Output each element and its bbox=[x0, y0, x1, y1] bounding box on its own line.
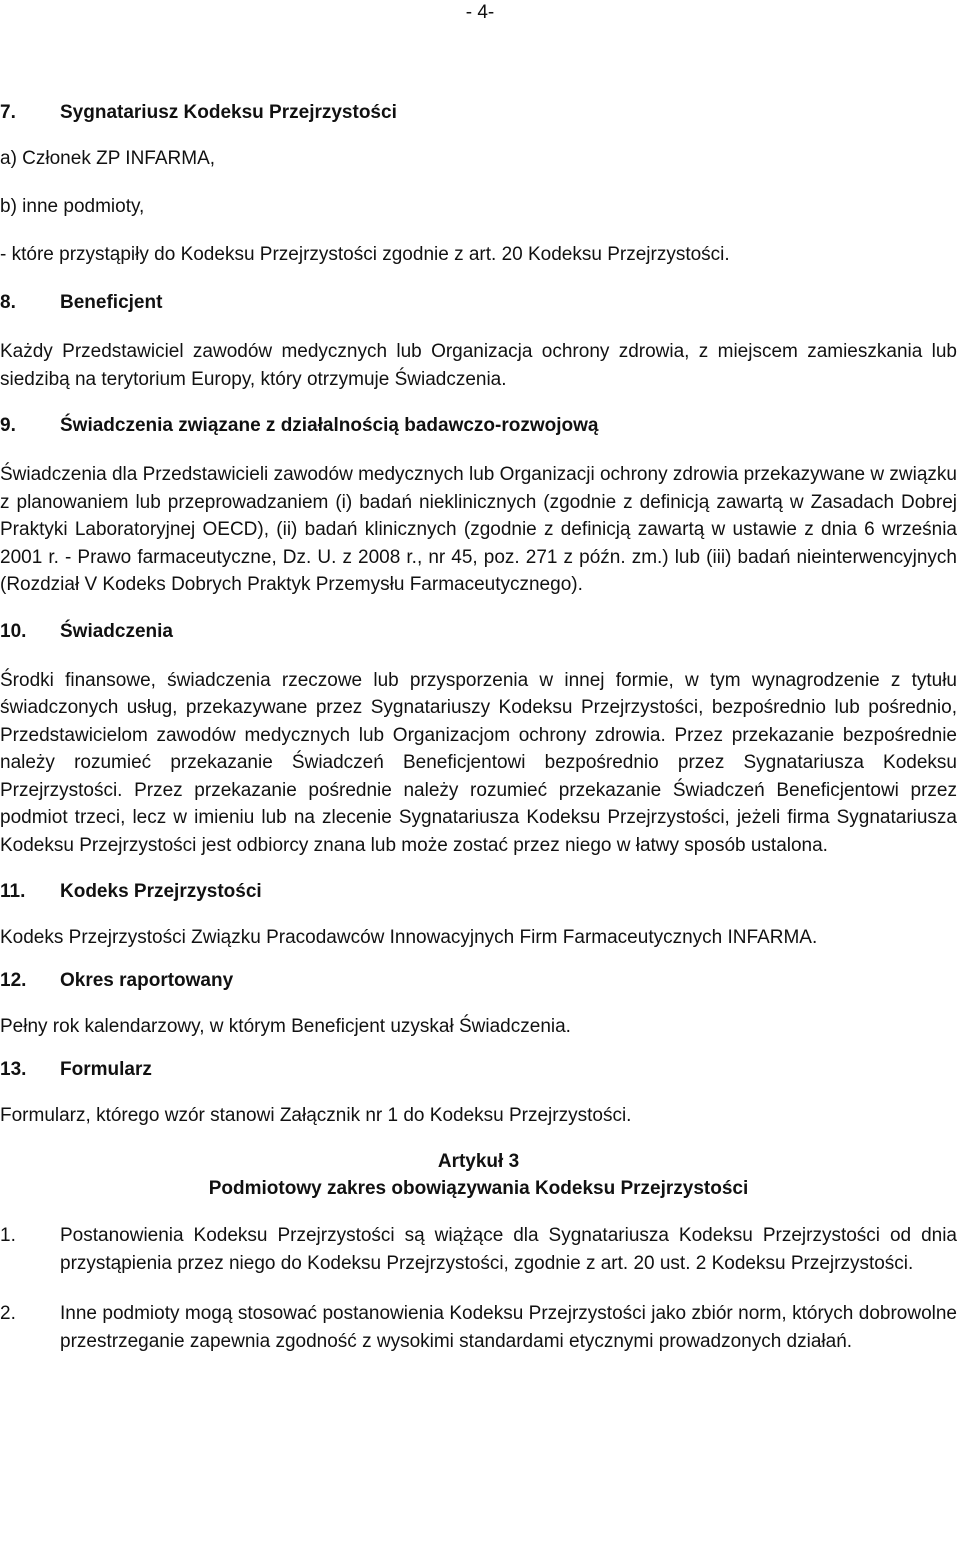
point-number: 2. bbox=[0, 1303, 16, 1324]
section-10-text: Środki finansowe, świadczenia rzeczowe lub przysporzenia w innej formie, w tym wynagrodzenie z tytułu świadczonych usług, przekazywane przez Sygnatariuszy Kodeksu Przejrzystości, bezpośrednio lub pośrednio, Przedstawicielom zawodów medycznych lub Organizacjom ochrony zdrowia. Przez przekazanie bezpośrednie należy rozumieć przekazanie Świadczeń Beneficjentowi bezpośrednio przez Sygnatariusza Kodeksu Przejrzystości. Przez przekazanie pośrednie należy rozumieć przekazanie Świadczeń Beneficjentowi przez podmiot trzeci, lecz w imieniu lub na zlecenie Sygnatariusza Kodeksu Przejrzystości, jeżeli firma Sygnatariusza Kodeksu Przejrzystości jest odbiorcy znana lub może zostać przez niego w łatwy sposób ustalona. bbox=[0, 669, 957, 856]
section-title: Świadczenia bbox=[60, 620, 173, 642]
section-number: 10. bbox=[0, 620, 27, 642]
section-title: Sygnatariusz Kodeksu Przejrzystości bbox=[60, 102, 397, 123]
section-heading-8 bbox=[0, 292, 957, 314]
article-heading-block bbox=[0, 1148, 957, 1202]
section-number: 12. bbox=[0, 970, 27, 991]
section-heading-10 bbox=[0, 621, 957, 643]
point-text: Inne podmioty mogą stosować postanowienia Kodeksu Przejrzystości jako zbiór norm, których dobrowolne przestrzeganie zapewnia zgodność z wysokimi standardami etycznymi prowadzonych działań. bbox=[60, 1303, 957, 1352]
list-item: - które przystąpiły do Kodeksu Przejrzystości zgodnie z art. 20 Kodeksu Przejrzystości. bbox=[0, 244, 730, 265]
article-point-1 bbox=[0, 1222, 957, 1277]
section-number: 7. bbox=[0, 102, 16, 123]
section-11-text: Kodeks Przejrzystości Związku Pracodawców Innowacyjnych Firm Farmaceutycznych INFARMA. bbox=[0, 927, 818, 948]
article-heading: Artykuł 3 bbox=[437, 1151, 520, 1172]
section-number: 9. bbox=[0, 415, 16, 436]
section-heading-12 bbox=[0, 970, 957, 992]
section-title: Beneficjent bbox=[60, 292, 163, 313]
section-number: 13. bbox=[0, 1059, 27, 1080]
page-number: - 4- bbox=[465, 2, 495, 23]
section-heading-7 bbox=[0, 102, 957, 124]
point-number: 1. bbox=[0, 1225, 16, 1246]
document-body bbox=[0, 102, 957, 1378]
section-title: Okres raportowany bbox=[60, 970, 234, 991]
section-heading-11 bbox=[0, 881, 957, 903]
section-number: 8. bbox=[0, 292, 16, 313]
section-12-text: Pełny rok kalendarzowy, w którym Beneficjent uzyskał Świadczenia. bbox=[0, 1016, 571, 1037]
article-subheading: Podmiotowy zakres obowiązywania Kodeksu Przejrzystości bbox=[208, 1178, 749, 1199]
section-number: 11. bbox=[0, 881, 26, 902]
section-13-text: Formularz, którego wzór stanowi Załącznik nr 1 do Kodeksu Przejrzystości. bbox=[0, 1105, 632, 1126]
section-title: Świadczenia związane z działalnością badawczo-rozwojową bbox=[60, 415, 599, 436]
point-text: Postanowienia Kodeksu Przejrzystości są wiążące dla Sygnatariusza Kodeksu Przejrzystości od dnia przystąpienia przez niego do Kodeksu Przejrzystości, zgodnie z art. 20 ust. 2 Kodeksu Przejrzystości. bbox=[60, 1225, 957, 1274]
section-7-list bbox=[0, 148, 957, 266]
section-title: Kodeks Przejrzystości bbox=[60, 881, 262, 902]
section-9-text: Świadczenia dla Przedstawicieli zawodów medycznych lub Organizacji ochrony zdrowia przekazywane w związku z planowaniem lub przeprowadzaniem (i) badań nieklinicznych (zgodnie z definicją zawartą w Zasadach Dobrej Praktyki Laboratoryjnej OECD), (ii) badań klinicznych (zgodnie z definicją zawartą w ustawie z dnia 6 września 2001 r. - Prawo farmaceutyczne, Dz. U. z 2008 r., nr 45, poz. 271 z późn. zm.) lub (iii) badań nieinterwencyjnych (Rozdział V Kodeks Dobrych Praktyk Przemysłu Farmaceutycznego). bbox=[0, 464, 957, 595]
section-heading-13 bbox=[0, 1059, 957, 1081]
article-point-2 bbox=[0, 1300, 957, 1355]
section-title: Formularz bbox=[60, 1059, 152, 1080]
list-item: b) inne podmioty, bbox=[0, 196, 145, 217]
section-8-text: Każdy Przedstawiciel zawodów medycznych lub Organizacja ochrony zdrowia, z miejscem zamieszkania lub siedzibą na terytorium Europy, który otrzymuje Świadczenia. bbox=[0, 341, 957, 390]
section-heading-9 bbox=[0, 415, 957, 437]
list-item: a) Członek ZP INFARMA, bbox=[0, 148, 216, 169]
